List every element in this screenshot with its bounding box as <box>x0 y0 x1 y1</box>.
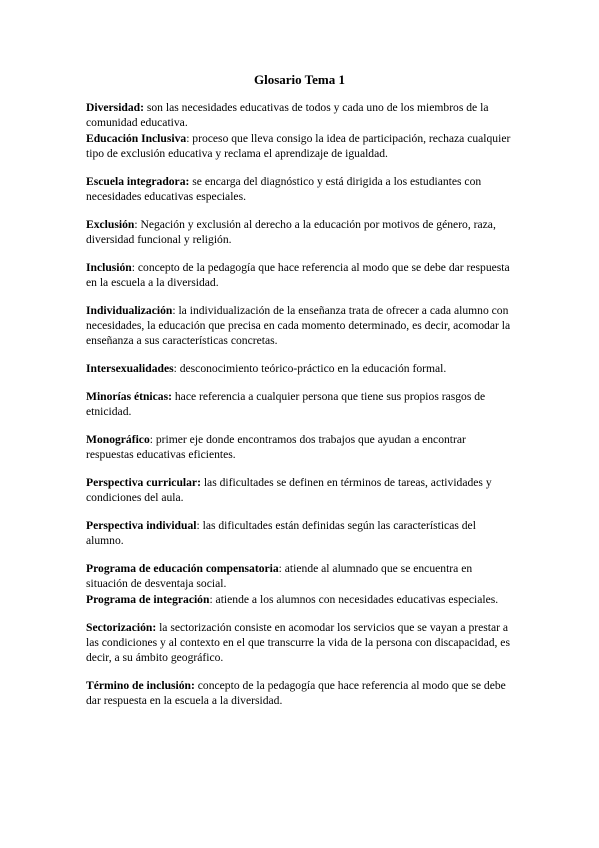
glossary-term: Minorías étnicas: <box>86 390 172 403</box>
glossary-entry-individualizacion <box>86 303 516 348</box>
glossary-definition: : concepto de la pedagogía que hace referencia al modo que se debe dar respuesta en la escuela a la diversidad. <box>86 261 510 289</box>
glossary-definition: son las necesidades educativas de todos y cada uno de los miembros de la comunidad educativa. <box>86 101 489 129</box>
document-title: Glosario Tema 1 <box>253 72 345 87</box>
glossary-term: Programa de educación compensatoria <box>86 562 279 575</box>
glossary-term: Sectorización: <box>86 621 157 634</box>
glossary-list <box>86 100 516 721</box>
glossary-definition: : Negación y exclusión al derecho a la educación por motivos de género, raza, diversidad funcional y religión. <box>86 218 496 246</box>
glossary-definition: : la individualización de la enseñanza trata de ofrecer a cada alumno con necesidades, la educación que precisa en cada momento determinado, es decir, acomodar la enseñanza a sus características concretas. <box>86 304 511 347</box>
glossary-term: Perspectiva individual <box>86 519 197 532</box>
glossary-entry-exclusion <box>86 217 516 247</box>
glossary-entry-perspectiva-curricular <box>86 475 516 505</box>
glossary-entry-intersexualidades <box>86 361 516 376</box>
glossary-definition: concepto de la pedagogía que hace referencia al modo que se debe dar respuesta en la escuela a la diversidad. <box>86 679 506 707</box>
glossary-entry-minorias-etnicas <box>86 389 516 419</box>
glossary-term: Intersexualidades <box>86 362 174 375</box>
glossary-entry-termino-inclusion <box>86 678 516 708</box>
glossary-term: Perspectiva curricular: <box>86 476 201 489</box>
glossary-entry-escuela-integradora <box>86 174 516 204</box>
glossary-term: Educación Inclusiva <box>86 132 187 145</box>
glossary-entry-diversidad <box>86 100 516 130</box>
glossary-entry-educacion-inclusiva <box>86 131 516 161</box>
glossary-definition: se encarga del diagnóstico y está dirigida a los estudiantes con necesidades educativas especiales. <box>86 175 482 203</box>
glossary-definition: : atiende al alumnado que se encuentra en situación de desventaja social. <box>86 562 473 590</box>
glossary-entry-inclusion <box>86 260 516 290</box>
glossary-definition: : primer eje donde encontramos dos trabajos que ayudan a encontrar respuestas educativas eficientes. <box>86 433 466 461</box>
glossary-definition: : atiende a los alumnos con necesidades educativas especiales. <box>209 593 499 606</box>
glossary-entry-monografico <box>86 432 516 462</box>
glossary-term: Término de inclusión: <box>86 679 195 692</box>
glossary-definition: : proceso que lleva consigo la idea de participación, rechaza cualquier tipo de exclusión educativa y reclama el aprendizaje de igualdad. <box>86 132 511 160</box>
glossary-definition: : desconocimiento teórico-práctico en la educación formal. <box>173 362 447 375</box>
glossary-definition: hace referencia a cualquier persona que tiene sus propios rasgos de etnicidad. <box>86 390 486 418</box>
glossary-term: Exclusión <box>86 218 135 231</box>
glossary-term: Monográfico <box>86 433 150 446</box>
glossary-term: Individualización <box>86 304 173 317</box>
glossary-entry-programa-integracion <box>86 592 516 607</box>
glossary-term: Inclusión <box>86 261 132 274</box>
glossary-definition: : las dificultades están definidas según las características del alumno. <box>86 519 476 547</box>
glossary-term: Diversidad: <box>86 101 144 114</box>
glossary-term: Programa de integración <box>86 593 210 606</box>
glossary-definition: la sectorización consiste en acomodar los servicios que se vayan a prestar a las condiciones y al contexto en el que transcurre la vida de la persona con discapacidad, es decir, a su ámbito geográfico. <box>86 621 510 664</box>
glossary-term: Escuela integradora: <box>86 175 190 188</box>
glossary-entry-sectorizacion <box>86 620 516 665</box>
glossary-entry-perspectiva-individual <box>86 518 516 548</box>
glossary-definition: las dificultades se definen en términos de tareas, actividades y condiciones del aula. <box>86 476 492 504</box>
glossary-entry-programa-educacion-compensatoria <box>86 561 516 591</box>
